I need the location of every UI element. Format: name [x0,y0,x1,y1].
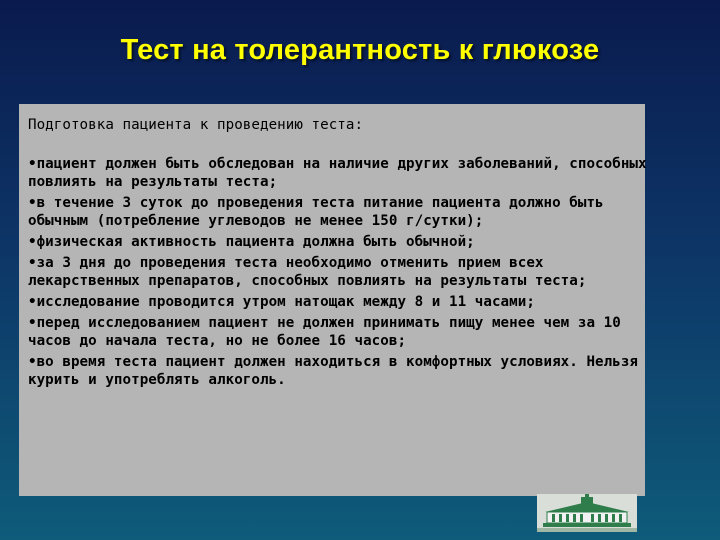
bullet-symbol: • [28,156,37,172]
bullet-text: перед исследованием пациент не должен принимать пищу менее чем за 10 часов до начала теста, но не более 16 часов; [28,315,621,349]
bullet-text: в течение 3 суток до проведения теста питание пациента должно быть обычным (потребление углеводов не менее 150 г/сутки); [28,195,604,229]
building-logo-icon [537,494,637,532]
bullet-text: во время теста пациент должен находиться в комфортных условиях. Нельзя курить и употреблять алкоголь. [28,354,639,388]
bullet-text: исследование проводится утром натощак между 8 и 11 часами; [36,294,535,310]
bullet-text: за 3 дня до проведения теста необходимо отменить прием всех лекарственных препаратов, способных повлиять на результаты теста; [28,255,587,289]
slide-content [28,116,648,392]
bullet-symbol: • [28,255,37,271]
bullet-item [28,254,648,290]
slide-title: Тест на толерантность к глюкозе [120,34,600,66]
bullet-symbol: • [28,354,37,370]
bullet-list [28,155,648,389]
bullet-item [28,155,648,191]
bullet-item [28,293,648,311]
bullet-symbol: • [28,315,37,331]
bullet-text: физическая активность пациента должна быть обычной; [36,234,475,250]
bullet-symbol: • [28,234,37,250]
bullet-item [28,314,648,350]
bullet-symbol: • [28,195,37,211]
bullet-symbol: • [28,294,37,310]
intro-text: Подготовка пациента к проведению теста: [28,117,364,133]
bullet-item [28,194,648,230]
bullet-item [28,233,648,251]
bullet-item [28,353,648,389]
bullet-text: пациент должен быть обследован на наличие других заболеваний, способных повлиять на результаты теста; [28,156,647,190]
